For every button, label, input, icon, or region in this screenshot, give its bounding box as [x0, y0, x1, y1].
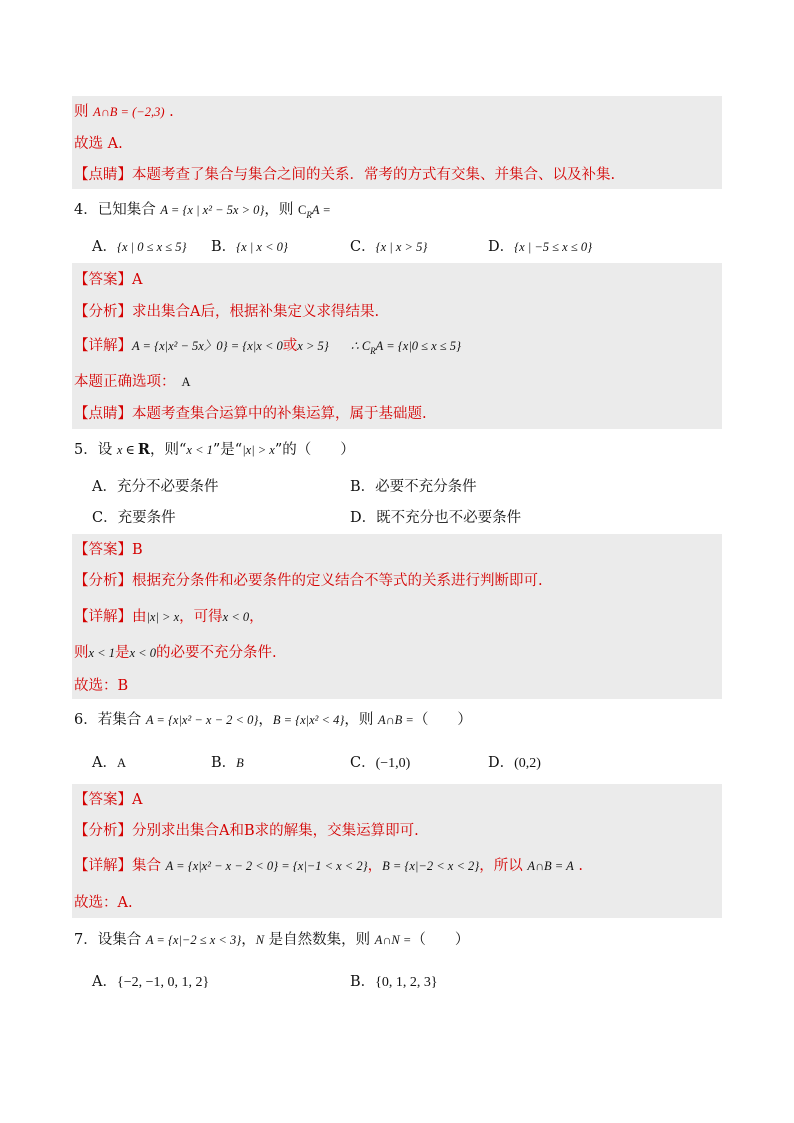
q3-result-math: A∩B = (−2,3)	[93, 105, 165, 119]
q5-analysis: 【分析】根据充分条件和必要条件的定义结合不等式的关系进行判断即可.	[74, 573, 543, 589]
q5-select: 故选：B	[74, 678, 129, 694]
q4-option-a[interactable]: A．{x | 0 ≤ x ≤ 5}	[92, 239, 187, 255]
q4-detail: 【详解】A = {x|x² − 5x〉0} = {x|x < 0或x > 5} ∴ $C_RA = \{x|0 \le x \le 5\}$	[74, 338, 462, 356]
q4-answer: 【答案】A	[74, 272, 143, 288]
q5-option-d[interactable]: D．既不充分也不必要条件	[350, 510, 522, 526]
q6-select: 故选：A.	[74, 895, 133, 911]
q3-select: 故选 A.	[74, 136, 123, 152]
q6-option-d[interactable]: D．(0,2)	[488, 755, 541, 771]
q5-option-a[interactable]: A．充分不必要条件	[92, 479, 219, 495]
q6-stem: 6．若集合 A = {x|x² − x − 2 < 0}，B = {x|x² < 4}，则 A∩B =（ ）	[74, 712, 472, 728]
q6-detail: 【详解】集合 A = {x|x² − x − 2 < 0} = {x|−1 < x < 2}，B = {x|−2 < x < 2}，所以 A∩B = A .	[74, 858, 583, 874]
q3-result-line: 则 A∩B = (−2,3) .	[74, 104, 174, 120]
q4-analysis: 【分析】求出集合A后，根据补集定义求得结果.	[74, 304, 380, 320]
q5-option-c[interactable]: C．充要条件	[92, 510, 176, 526]
q4-option-d[interactable]: D．{x | −5 ≤ x ≤ 0}	[488, 239, 593, 255]
q5-conclusion: 则x < 1是x < 0的必要不充分条件.	[74, 645, 277, 661]
q4-option-b[interactable]: B．{x | x < 0}	[211, 239, 288, 255]
q6-option-a[interactable]: A．A	[92, 755, 127, 771]
q6-analysis: 【分析】分别求出集合A和B求的解集，交集运算即可.	[74, 823, 419, 839]
q5-detail: 【详解】由|x| > x，可得x < 0，	[74, 609, 264, 625]
q5-answer: 【答案】B	[74, 542, 143, 558]
q7-option-b[interactable]: B．{0, 1, 2, 3}	[350, 974, 438, 990]
q4-stem: 4．已知集合 A = {x | x² − 5x > 0}，则 $C_RA$ =	[74, 202, 331, 220]
q7-stem: 7．设集合 A = {x|−2 ≤ x < 3}，N 是自然数集，则 A∩N =（ ）	[74, 932, 470, 948]
q3-comment: 【点睛】本题考查了集合与集合之间的关系．常考的方式有交集、并集合、以及补集.	[74, 167, 616, 183]
q6-option-c[interactable]: C．(−1,0)	[350, 755, 411, 771]
q6-option-b[interactable]: B．B	[211, 755, 244, 771]
q7-option-a[interactable]: A．{−2, −1, 0, 1, 2}	[92, 974, 210, 990]
q4-option-c[interactable]: C．{x | x > 5}	[350, 239, 428, 255]
q4-correct: 本题正确选项： A	[74, 374, 191, 390]
q6-solution-block	[72, 784, 722, 918]
q5-stem: 5．设 x ∈ R，则“x < 1”是“|x| > x”的（ ）	[74, 441, 355, 458]
q6-answer: 【答案】A	[74, 792, 143, 808]
q5-option-b[interactable]: B．必要不充分条件	[350, 479, 477, 495]
q4-comment: 【点睛】本题考查集合运算中的补集运算，属于基础题.	[74, 406, 427, 422]
